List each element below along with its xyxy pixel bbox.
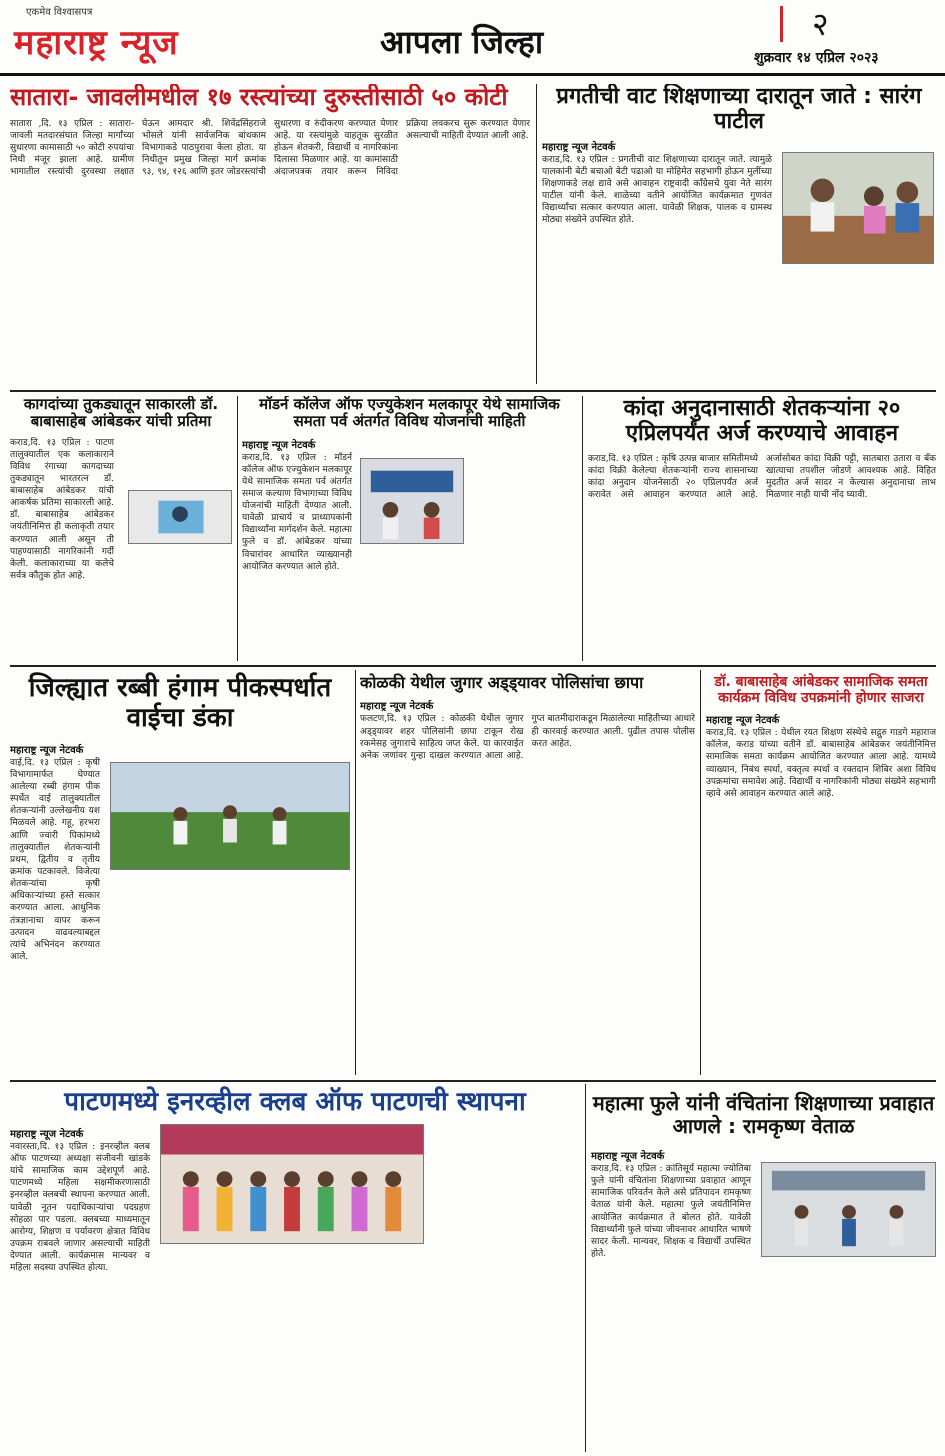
photo-group xyxy=(160,1124,424,1244)
headline: कागदांच्या तुकड्यातून साकारली डॉ. बाबासाहेब आंबेडकर यांची प्रतिमा xyxy=(23,396,219,431)
photo-prize-distribution xyxy=(782,152,934,264)
byline: महाराष्ट्र न्यूज नेटवर्क xyxy=(542,141,616,153)
article-kagad xyxy=(10,396,232,661)
article-modern-college xyxy=(242,396,577,661)
column-rule xyxy=(536,84,537,384)
headline: कांदा अनुदानासाठी शेतकऱ्यांना २० एप्रिलपर्यंत अर्ज करण्याचे आवाहन xyxy=(623,396,901,447)
headline: पाटणमध्ये इनरव्हील क्लब ऑफ पाटणची स्थापना xyxy=(64,1087,526,1117)
photo-crop-field xyxy=(110,762,350,870)
headline: महात्मा फुले यांनी वंचितांना शिक्षणाच्या प्रवाहात आणले : रामकृष्ण वेताळ xyxy=(592,1091,935,1138)
column-rule xyxy=(237,396,238,661)
column-rule xyxy=(585,1084,586,1452)
headline: कोळकी येथील जुगार अड्ड्यावर पोलिसांचा छापा xyxy=(360,673,644,692)
byline: महाराष्ट्र न्यूज नेटवर्क xyxy=(706,715,780,727)
headline: प्रगतीची वाट शिक्षणाच्या दारातून जाते : सारंग पाटील xyxy=(556,84,922,135)
article-kolki xyxy=(360,670,695,1075)
headline: मॉडर्न कॉलेज ऑफ एज्युकेशन मलकापूर येथे सामाजिक समता पर्व अंतर्गत विविध योजनांची माहिती xyxy=(259,396,560,431)
article-satara xyxy=(10,84,530,384)
article-body: फलटण,दि. १३ एप्रिल : कोळकी येथील जुगार अड्ड्यावर शहर पोलिसांनी छापा टाकून रोख रकमेसह जुगाराचे साहित्य जप्त केले. या कारवाईत अनेक जणांवर गुन्हा दाखल करण्यात आला आहे. गुप्त बातमीदाराकडून मिळालेल्या माहितीच्या आधारे ही कारवाई करण्यात आली. पुढील तपास पोलीस करत आहेत. xyxy=(360,714,695,761)
article-body: नवारस्ता,दि. १३ एप्रिल : इनरव्हील क्लब ऑफ पाटणच्या अध्यक्षा संजीवनी खांडके यांचे सामाजिक काम उद्देशपूर्ण आहे. पाटणमध्ये महिला सक्षमीकरणासाठी इनरव्हील क्लबची स्थापना करण्यात आली. यावेळी नूतन पदाधिकाऱ्यांचा पदग्रहण सोहळा पार पडला. क्लबच्या माध्यमातून आरोग्य, शिक्षण व पर्यावरण क्षेत्रात विविध उपक्रम राबवले जाणार असल्याची माहिती देण्यात आली. कार्यक्रमास मान्यवर व महिला सदस्या उपस्थित होत्या. xyxy=(10,1141,150,1274)
byline: महाराष्ट्र न्यूज नेटवर्क xyxy=(360,701,434,713)
headline: सातारा- जावलीमधील १७ रस्त्यांच्या दुरुस्तीसाठी ५० कोटी xyxy=(10,84,508,111)
article-body: कराड,दि. १३ एप्रिल : कृषि उत्पन्न बाजार समितीमध्ये कांदा विक्री केलेल्या शेतकऱ्यांनी राज्य शासनाच्या कांदा अनुदान योजनेसाठी २० एप्रिलपर्यंत अर्ज करावेत असे आवाहन करण्यात आले आहे. अर्जासोबत कांदा विक्री पट्टी, सातबारा उतारा व बँक खात्याचा तपशील जोडणे आवश्यक आहे. विहित मुदतीत अर्ज सादर न केल्यास अनुदानाचा लाभ मिळणार नाही याची नोंद घ्यावी. xyxy=(588,453,936,501)
page-number: २ xyxy=(812,5,829,43)
column-rule xyxy=(700,670,701,1075)
row-rule xyxy=(10,390,936,392)
row-rule xyxy=(10,1080,936,1082)
article-body: सातारा ,दि. १३ एप्रिल : सातारा- जावली मतदारसंघात जिल्हा मार्गांच्या सुधारणा कामासाठी ५० कोटी रुपयांचा निधी मंजूर झाला आहे. ग्रामीण भागातील रस्त्यांची दुरवस्था लक्षात घेऊन आमदार श्री. शिवेंद्रसिंहराजे भोसले यांनी सार्वजनिक बांधकाम विभागाकडे पाठपुरावा केला होता. या निधीतून प्रमुख जिल्हा मार्ग क्रमांक ९३, ९४, १२६ आणि इतर जोडरस्त्यांची सुधारणा व रुंदीकरण करण्यात येणार आहे. या रस्त्यांमुळे वाहतूक सुरळीत होऊन शेतकरी, विद्यार्थी व नागरिकांना दिलासा मिळणार आहे. या कामांसाठी अंदाजपत्रक तयार करून निविदा प्रक्रिया लवकरच सुरू करण्यात येणार असल्याची माहिती देण्यात आली आहे. xyxy=(10,118,530,178)
masthead-divider xyxy=(780,6,783,42)
article-innerwheel xyxy=(10,1084,580,1452)
newspaper-logo: महाराष्ट्र न्यूज xyxy=(14,23,179,63)
issue-date: शुक्रवार १४ एप्रिल २०२३ xyxy=(754,50,879,66)
article-ambedkar-program xyxy=(706,670,936,1075)
article-pragati xyxy=(542,84,936,384)
article-rabbi xyxy=(10,670,350,1075)
headline: जिल्ह्यात रब्बी हंगाम पीकस्पर्धात वाईचा डंका xyxy=(28,673,332,733)
article-body: कराड,दि. १३ एप्रिल : क्रांतिसूर्य महात्मा ज्योतिबा फुले यांनी वंचितांना शिक्षणाच्या प्रवाहात आणून सामाजिक परिवर्तन केले असे प्रतिपादन रामकृष्ण वेताळ यांनी केले. महात्मा फुले जयंतीनिमित्त आयोजित कार्यक्रमात ते बोलत होते. यावेळी विद्यार्थ्यांनी फुले यांच्या जीवनावर आधारित भाषणे सादर केली. मान्यवर, शिक्षक व विद्यार्थी उपस्थित होते. xyxy=(591,1164,751,1259)
article-body: कराड,दि. १३ एप्रिल : मॉडर्न कॉलेज ऑफ एज्युकेशन मलकापूर येथे सामाजिक समता पर्व अंतर्गत समाज कल्याण विभागाच्या विविध योजनांची माहिती देण्यात आली. यावेळी प्राचार्य व प्राध्यापकांनी विद्यार्थ्यांना मार्गदर्शन केले. महात्मा फुले व डॉ. आंबेडकर यांच्या विचारांवर आधारित व्याख्यानही आयोजित करण्यात आले होते. xyxy=(242,452,352,572)
tagline: एकमेव विश्वासपत्र xyxy=(26,7,93,18)
photo-paper-art xyxy=(128,490,232,544)
article-body: वाई,दि. १३ एप्रिल : कृषी विभागामार्फत घेण्यात आलेल्या रब्बी हंगाम पीक स्पर्धेत वाई तालुक्यातील शेतकऱ्यांनी उल्लेखनीय यश मिळवले आहे. गहू, हरभरा आणि ज्वारी पिकांमध्ये तालुक्यातील शेतकऱ्यांनी प्रथम, द्वितीय व तृतीय क्रमांक पटकावले. विजेत्या शेतकऱ्यांचा कृषी अधिकाऱ्यांच्या हस्ते सत्कार करण्यात आला. आधुनिक तंत्रज्ञानाचा वापर करून उत्पादन वाढवल्याबद्दल त्यांचे अभिनंदन करण्यात आले. xyxy=(10,757,100,963)
headline: डॉ. बाबासाहेब आंबेडकर सामाजिक समता कार्यक्रम विविध उपक्रमांनी होणार साजरा xyxy=(714,674,928,707)
row-rule xyxy=(10,665,936,667)
article-body: कराड,दि. १३ एप्रिल : प्रगतीची वाट शिक्षणाच्या दारातून जाते. त्यामुळे पालकांनी बेटी बचाओ बेटी पढाओ या मोहिमेत सहभागी होऊन मुलींच्या शिक्षणाकडे लक्ष द्यावे असे आवाहन राष्ट्रवादी काँग्रेसचे युवा नेते सारंग पाटील यांनी केले. शाळेच्या वतीने आयोजित कार्यक्रमात गुणवंत विद्यार्थ्यांचा सत्कार करण्यात आला. यावेळी शिक्षक, पालक व ग्रामस्थ मोठ्या संख्येने उपस्थित होते. xyxy=(542,154,772,226)
section-title: आपला जिल्हा xyxy=(380,23,544,61)
article-phule xyxy=(591,1084,936,1452)
byline: महाराष्ट्र न्यूज नेटवर्क xyxy=(242,439,316,451)
column-rule xyxy=(582,396,583,661)
article-body: कराड,दि. १३ एप्रिल : पाटण तालुक्यातील एक कलाकाराने विविध रंगाच्या कागदाच्या तुकड्यातून भारतरत्न डॉ. बाबासाहेब आंबेडकर यांची आकर्षक प्रतिमा साकारली आहे. डॉ. बाबासाहेब आंबेडकर जयंतीनिमित्त ही कलाकृती तयार करण्यात आली असून ती पाहण्यासाठी नागरिकांनी गर्दी केली. कलाकाराच्या या कलेचे सर्वत्र कौतुक होत आहे. xyxy=(10,437,114,582)
byline: महाराष्ट्र न्यूज नेटवर्क xyxy=(591,1151,665,1162)
photo-seminar xyxy=(360,458,464,544)
photo-lecture xyxy=(761,1162,936,1257)
byline: महाराष्ट्र न्यूज नेटवर्क xyxy=(10,744,84,756)
column-rule xyxy=(355,670,356,1075)
byline: महाराष्ट्र न्यूज नेटवर्क xyxy=(10,1128,84,1140)
masthead xyxy=(0,0,945,76)
article-kanda xyxy=(588,396,936,661)
article-body: कराड,दि. १३ एप्रिल : येथील रयत शिक्षण संस्थेचे सद्गुरु गाडगे महाराज कॉलेज, कराड यांच्या वतीने डॉ. बाबासाहेब आंबेडकर जयंतीनिमित्त सामाजिक समता कार्यक्रम आयोजित करण्यात आला आहे. यामध्ये व्याख्यान, निबंध स्पर्धा, वक्तृत्व स्पर्धा व रक्तदान शिबिर अशा विविध उपक्रमांचा समावेश आहे. विद्यार्थी व नागरिकांनी मोठ्या संख्येने सहभागी व्हावे असे आवाहन करण्यात आले आहे. xyxy=(706,728,936,799)
